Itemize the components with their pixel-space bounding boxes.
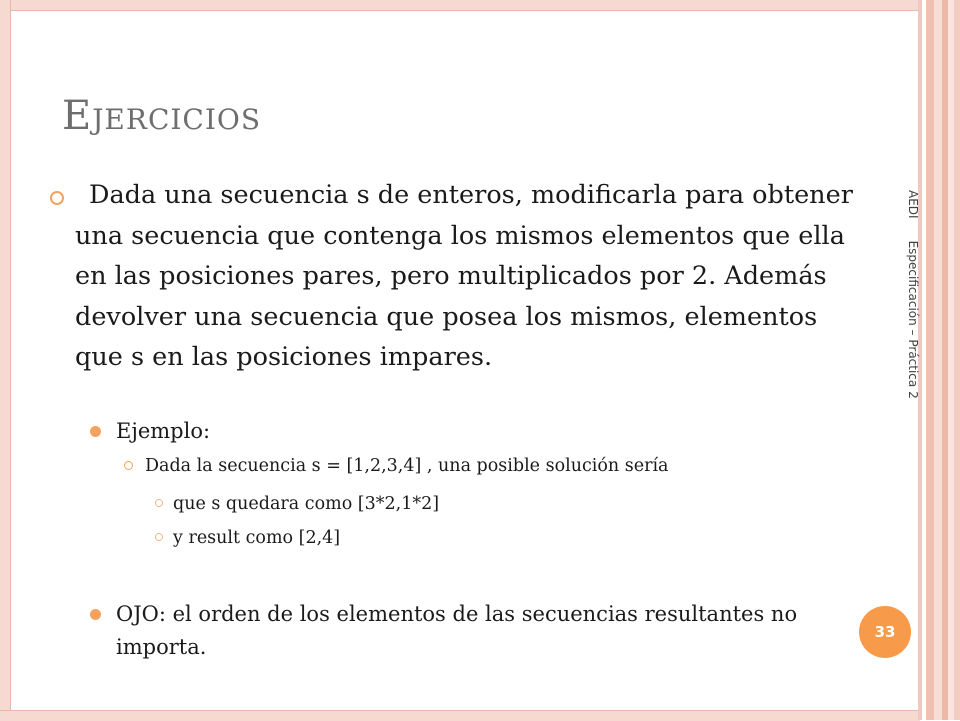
slide-title: Ejercicios <box>62 93 262 139</box>
slide-side-band <box>918 0 960 720</box>
slide-frame-bottom <box>0 710 920 721</box>
slide-frame-left <box>0 0 11 720</box>
bullet-dot-icon <box>90 426 101 437</box>
slide-frame-top <box>0 0 920 11</box>
example-sub-1: que s quedara como [3*2,1*2] <box>173 494 440 514</box>
bullet-ring-icon <box>155 499 163 507</box>
example-label: Ejemplo: <box>116 419 211 443</box>
side-caption-course: AEDI <box>906 190 920 219</box>
example-line: Dada la secuencia s = [1,2,3,4] , una posible solución sería <box>145 456 669 476</box>
bullet-dot-icon <box>90 609 101 620</box>
page-number-badge: 33 <box>859 606 911 658</box>
bullet-ring-icon <box>50 191 64 205</box>
main-bullet-text: Dada una secuencia s de enteros, modificarla para obtener una secuencia que contenga los mismos elementos que ella en las posiciones pares, pero multiplicados por 2. Además devolver una secuencia que posea los mismos, elementos que s en las posiciones impares. <box>75 180 853 372</box>
side-caption-topic: Especificación – Práctica 2 <box>906 240 920 399</box>
side-caption <box>907 190 919 399</box>
bullet-ring-icon <box>124 461 133 470</box>
note-text: OJO: el orden de los elementos de las secuencias resultantes no importa. <box>116 602 798 659</box>
example-sub-2: y result como [2,4] <box>173 528 341 548</box>
bullet-ring-icon <box>155 533 163 541</box>
